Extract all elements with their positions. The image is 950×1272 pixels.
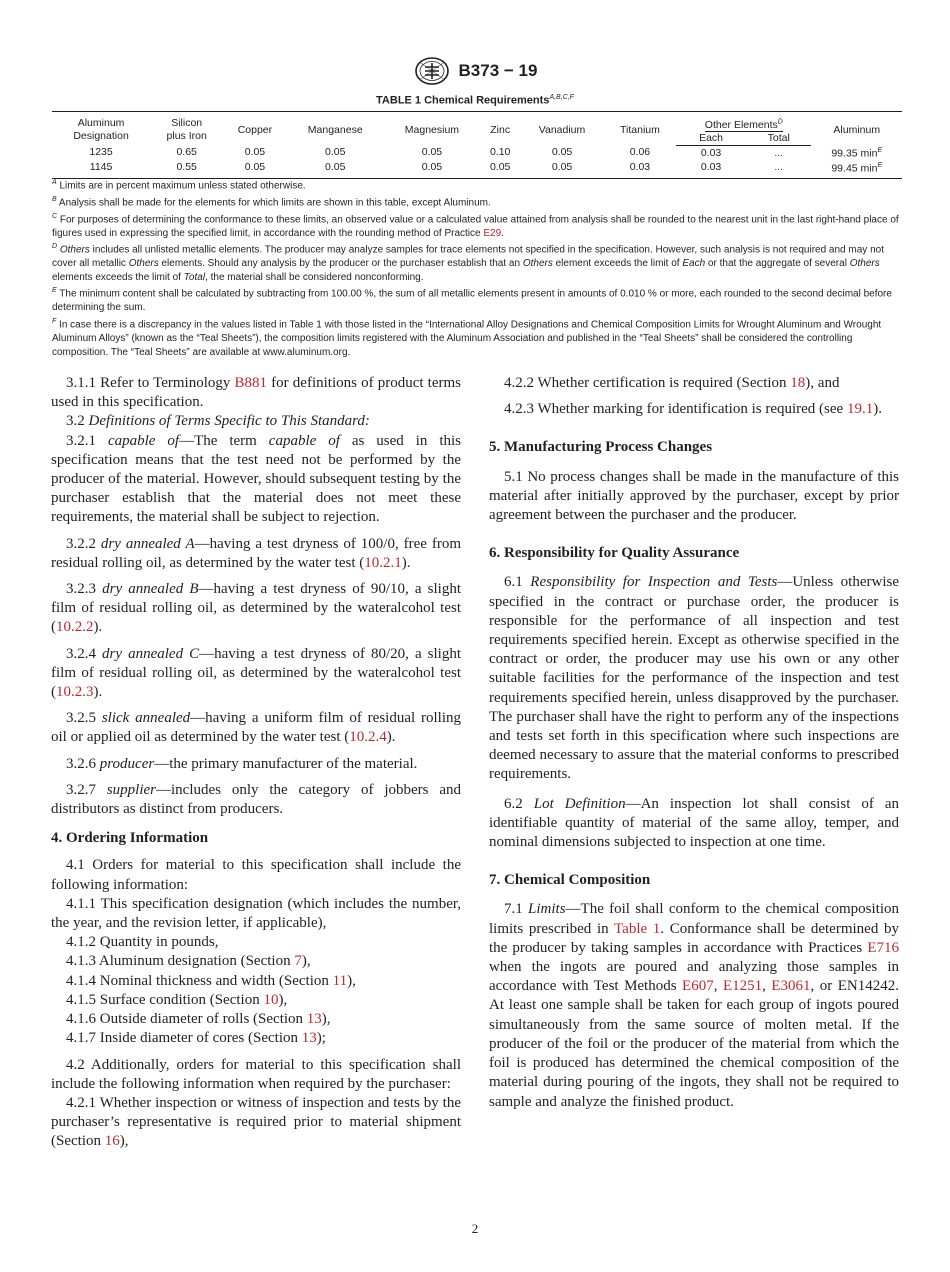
para-3-2-3: 3.2.3 dry annealed B—having a test dryness of 90/10, a slight film of residual rolling oil, as determined by the wateralcohol test (10.2.2). <box>51 581 462 636</box>
link-section-13[interactable]: 13 <box>301 1030 317 1047</box>
para-4-2-1: 4.2.1 Whether inspection or witness of inspection and tests by the purchaser’s representative is required prior to material shipment (Section 16), <box>51 1094 461 1150</box>
para-4-1-4: 4.1.4 Nominal thickness and width (Section 11), <box>66 972 356 989</box>
link-e29[interactable]: E29 <box>483 227 502 239</box>
header-zinc: Zinc <box>480 112 520 146</box>
cell-titanium: 0.06 <box>629 146 651 159</box>
para-3-1-1: 3.1.1 Refer to Terminology B881 for definitions of product terms used in this specification. <box>51 375 461 411</box>
chemical-requirements-table <box>52 111 902 179</box>
cell-designation: 1235 <box>89 146 113 159</box>
section-6-heading: 6. Responsibility for Quality Assurance <box>489 545 740 562</box>
para-4-1-7: 4.1.7 Inside diameter of cores (Section 13); <box>66 1030 326 1047</box>
para-4-2-3: 4.2.3 Whether marking for identification is required (see 19.1). <box>504 401 882 418</box>
link-section-16[interactable]: 16 <box>104 1133 120 1150</box>
header-vanadium: Vanadium <box>520 112 603 146</box>
para-4-2-2: 4.2.2 Whether certification is required (Section 18), and <box>504 375 840 391</box>
footnote-a: $^A$ Limits are in percent maximum unless stated otherwise. <box>52 179 306 192</box>
cell-zinc: 0.10 <box>489 146 511 159</box>
header-aluminum: Aluminum <box>811 112 902 146</box>
footnote-d: $^D$ Others includes all unlisted metallic elements. The producer may analyze samples for trace elements not specified in the specification. However, such analysis is not required and may not cover all metallic Others elements. Should any analysis by the producer or the purchaser establish that an Others element exceeds the limit of Each or that the aggregate of several Others elements exceeds the limit of Total, the material shall be considered nonconforming. <box>52 243 884 283</box>
link-10-2-1[interactable]: 10.2.1 <box>364 554 402 571</box>
para-3-2: 3.2 Definitions of Terms Specific to This Standard: <box>66 413 370 430</box>
cell-total: ... <box>774 146 784 159</box>
cell-total: ... <box>746 160 812 179</box>
header-other-elements: Other Elements$^D$ <box>676 112 811 132</box>
cell-magnesium: 0.05 <box>384 160 480 179</box>
page-header <box>0 56 950 86</box>
cell-aluminum: 99.45 $\min^E$ <box>811 160 902 179</box>
link-b881[interactable]: B881 <box>234 375 268 391</box>
left-column <box>51 374 461 1152</box>
section-4-heading: 4. Ordering Information <box>51 830 209 847</box>
para-3-2-7: 3.2.7 supplier—includes only the category of jobbers and distributors as distinct from producers. <box>51 781 461 818</box>
link-10-2-4[interactable]: 10.2.4 <box>349 729 387 746</box>
para-3-2-5: 3.2.5 slick annealed—having a uniform film of residual rolling oil or applied oil as determined by the water test (10.2.4). <box>51 710 461 746</box>
para-4-1-1: 4.1.1 This specification designation (which includes the number, the year, and the revision letter, if applicable), <box>51 895 461 932</box>
cell-zinc: 0.05 <box>480 160 520 179</box>
para-4-2: 4.2 Additionally, orders for material to this specification shall include the following information when required by the purchaser: <box>51 1056 461 1092</box>
para-4-1: 4.1 Orders for material to this specification shall include the following information: <box>51 857 461 893</box>
header-copper: Copper <box>223 112 286 146</box>
link-section-13[interactable]: 13 <box>306 1011 322 1028</box>
section-5-heading: 5. Manufacturing Process Changes <box>489 439 713 456</box>
link-section-18[interactable]: 18 <box>790 375 806 391</box>
para-4-1-6: 4.1.6 Outside diameter of rolls (Section 13), <box>66 1011 331 1028</box>
link-section-7[interactable]: 7 <box>294 953 302 970</box>
page-number: 2 <box>471 1221 479 1236</box>
standard-designation: B373 − 19 <box>458 61 538 80</box>
link-e3061[interactable]: E3061 <box>771 978 811 995</box>
table-caption: TABLE 1 Chemical Requirements$^{A,B,C,F}$ <box>376 94 574 107</box>
header-manganese: Manganese <box>287 112 384 146</box>
para-4-1-3: 4.1.3 Aluminum designation (Section 7), <box>66 953 311 970</box>
table-footnotes <box>52 176 902 359</box>
para-3-2-4: 3.2.4 dry annealed C—having a test dryness of 80/20, a slight film of residual rolling oil, as determined by the wateralcohol test (10.2.3). <box>51 645 461 701</box>
footnote-e: $^E$ The minimum content shall be calculated by subtracting from 100.00 %, the sum of all metallic elements present in amounts of 0.010 % or more, each rounded to the second decimal before determining the sum. <box>52 287 892 314</box>
cell-each: 0.03 <box>700 146 722 159</box>
link-section-10[interactable]: 10 <box>263 991 279 1008</box>
header-aluminum-designation: Aluminum Designation <box>52 112 150 146</box>
footnote-f: $^F$ In case there is a discrepancy in the values listed in Table 1 with those listed in the “International Alloy Designations and Chemical Composition Limits for Wrought Aluminum and Wrought Aluminum Alloys” (known as the “Teal Sheets”), the composition limits registered with the Aluminum Association and published in the “Teal Sheets” shall be considered the controlling composition. The “Teal Sheets” are available at www.aluminum.org. <box>52 317 882 358</box>
cell-manganese: 0.05 <box>287 160 384 179</box>
right-column <box>489 374 899 1112</box>
para-4-1-2: 4.1.2 Quantity in pounds, <box>66 934 219 951</box>
cell-vanadium: 0.05 <box>520 160 603 179</box>
link-section-11[interactable]: 11 <box>332 972 348 989</box>
para-3-2-6: 3.2.6 producer—the primary manufacturer of the material. <box>66 755 418 772</box>
para-6-2: 6.2 Lot Definition—An inspection lot shall consist of an identifiable quantity of material of the same alloy, temper, and nominal dimensions subjected to inspection at one time. <box>489 795 899 851</box>
cell-each: 0.03 <box>676 160 746 179</box>
header-titanium: Titanium <box>604 112 676 146</box>
cell-designation: 1145 <box>52 160 150 179</box>
para-3-2-2: 3.2.2 dry annealed A—having a test dryness of 100/0, free from residual rolling oil, as determined by the water test (10.2.1). <box>51 535 462 571</box>
cell-vanadium: 0.05 <box>551 146 573 159</box>
cell-silicon: 0.55 <box>150 160 223 179</box>
para-3-2-1: 3.2.1 capable of—The term capable of as used in this specification means that the test need not be performed by the producer of the material. However, should subsequent testing by the purchaser establish that the material does not meet these requirements, the material shall be subject to rejection. <box>51 432 462 526</box>
header-magnesium: Magnesium <box>384 112 480 146</box>
para-5-1: 5.1 No process changes shall be made in the manufacture of this material after initially approved by the purchaser, except by prior agreement between the purchaser and the producer. <box>489 468 899 524</box>
link-10-2-2[interactable]: 10.2.2 <box>56 619 94 636</box>
para-6-1: 6.1 Responsibility for Inspection and Tests—Unless otherwise specified in the contract or purchase order, the producer is responsible for the performance of all inspection and test requirements specified herein. Except as otherwise specified in the contract or order, the producer may use his own or any other suitable facilities for the performance of the inspection and test requirements specified herein, unless disapproved by the purchaser. The purchaser shall have the right to perform any of the inspections and tests set forth in this specification where such inspections are deemed necessary to assure that the material conforms to prescribed requirements. <box>489 574 899 783</box>
cell-copper: 0.05 <box>223 160 286 179</box>
link-e1251[interactable]: E1251 <box>722 978 763 995</box>
para-7-1: 7.1 Limits—The foil shall conform to the chemical composition limits prescribed in Table 1. Conformance shall be determined by the producer by taking samples in accordance with Practices E716 when the ingots are poured and analyzing those samples in accordance with Test Methods E607, E1251, E3061, or EN14242. At least one sample shall be taken for each group of ingots poured simultaneously from the same source of molten metal. If the producer of the foil or the producer of the material from which the foil is produced has determined the chemical composition of the material during pouring of the ingots, they shall not be required to sample and analyze the finished product. <box>489 901 900 1110</box>
section-7-heading: 7. Chemical Composition <box>489 872 651 889</box>
footnote-c: $^C$ For purposes of determining the conformance to these limits, an observed value or a calculated value attained from analysis shall be rounded to the nearest unit in the last right-hand place of figures used in expressing the specified limit, in accordance with the rounding method of Practice E29. <box>52 212 899 239</box>
astm-logo <box>413 56 451 86</box>
header-total: Total <box>746 132 812 146</box>
link-e716[interactable]: E716 <box>867 939 899 956</box>
footnote-b: $^B$ Analysis shall be made for the elements for which limits are shown in this table, except Aluminum. <box>52 195 491 209</box>
cell-copper: 0.05 <box>244 146 266 159</box>
cell-aluminum: 99.35 $\min^E$ <box>831 147 883 160</box>
header-each: Each <box>676 132 746 146</box>
cell-titanium: 0.03 <box>604 160 676 179</box>
link-19-1[interactable]: 19.1 <box>846 401 874 418</box>
cell-magnesium: 0.05 <box>421 146 443 159</box>
link-10-2-3[interactable]: 10.2.3 <box>56 684 94 701</box>
link-e607[interactable]: E607 <box>682 978 714 995</box>
header-silicon-iron: Silicon plus Iron <box>150 112 223 146</box>
cell-silicon: 0.65 <box>176 146 197 159</box>
table-row <box>52 145 902 160</box>
cell-manganese: 0.05 <box>325 146 346 159</box>
link-table-1[interactable]: Table 1 <box>614 920 661 937</box>
para-4-1-5: 4.1.5 Surface condition (Section 10), <box>66 991 288 1008</box>
